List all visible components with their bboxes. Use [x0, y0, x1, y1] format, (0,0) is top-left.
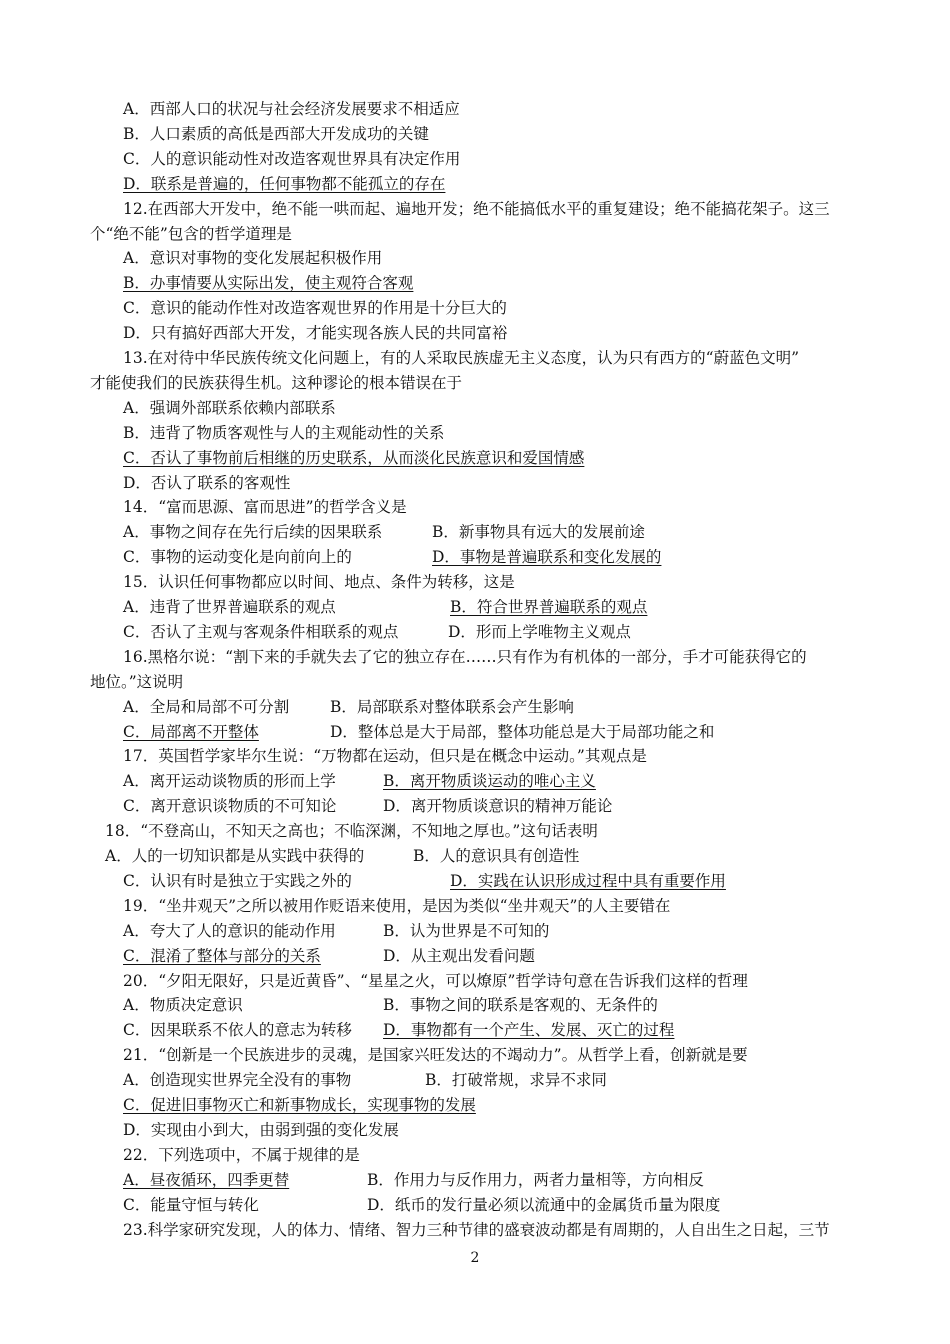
- text-line: D．联系是普遍的，任何事物都不能孤立的存在: [123, 175, 446, 193]
- text-line-option: D．整体总是大于局部，整体功能总是大于局部功能之和: [330, 723, 715, 741]
- text-line-option: B．新事物具有远大的发展前途: [432, 523, 645, 541]
- text-line-option: D．事物都有一个产生、发展、灭亡的过程: [383, 1021, 675, 1039]
- text-line: 19．“坐井观天”之所以被用作贬语来使用，是因为类似“坐井观天”的人主要错在: [123, 897, 671, 915]
- text-line: 18．“不登高山，不知天之高也；不临深渊，不知地之厚也。”这句话表明: [105, 822, 598, 840]
- text-line: A．创造现实世界完全没有的事物: [123, 1071, 352, 1089]
- text-line: D．只有搞好西部大开发，才能实现各族人民的共同富裕: [123, 324, 508, 342]
- text-line: D．否认了联系的客观性: [123, 474, 291, 492]
- text-line: 14．“富而思源、富而思进”的哲学含义是: [123, 498, 407, 516]
- text-line: 23.科学家研究发现，人的体力、情绪、智力三种节律的盛衰波动都是有周期的，人自出生之日起，三节: [123, 1221, 830, 1239]
- text-line: A．全局和局部不可分割: [123, 698, 290, 716]
- text-line: B．违背了物质客观性与人的主观能动性的关系: [123, 424, 445, 442]
- text-line-option: D．离开物质谈意识的精神万能论: [383, 797, 613, 815]
- text-line: 21．“创新是一个民族进步的灵魂，是国家兴旺发达的不竭动力”。从哲学上看，创新就是要: [123, 1046, 748, 1064]
- text-line: A．强调外部联系依赖内部联系: [123, 399, 336, 417]
- text-line-option: B．认为世界是不可知的: [383, 922, 550, 940]
- text-line: D．实现由小到大，由弱到强的变化发展: [123, 1121, 399, 1139]
- text-line-option: B．打破常规，求异不求同: [425, 1071, 607, 1089]
- text-line: C．意识的能动作性对改造客观世界的作用是十分巨大的: [123, 299, 507, 317]
- text-line-option: B．作用力与反作用力，两者力量相等，方向相反: [367, 1171, 704, 1189]
- text-line: A．人的一切知识都是从实践中获得的: [105, 847, 365, 865]
- text-line: A．西部人口的状况与社会经济发展要求不相适应: [123, 100, 460, 118]
- text-line: A．离开运动谈物质的形而上学: [123, 772, 336, 790]
- text-line-option: B．离开物质谈运动的唯心主义: [383, 772, 596, 790]
- text-line: C．混淆了整体与部分的关系: [123, 947, 321, 965]
- text-line: C．人的意识能动性对改造客观世界具有决定作用: [123, 150, 461, 168]
- text-line: 15．认识任何事物都应以时间、地点、条件为转移，这是: [123, 573, 515, 591]
- text-line-option: B．人的意识具有创造性: [413, 847, 580, 865]
- text-line: 17．英国哲学家毕尔生说：“万物都在运动，但只是在概念中运动。”其观点是: [123, 747, 647, 765]
- text-line: 地位。”这说明: [90, 673, 184, 691]
- text-line: 个“绝不能”包含的哲学道理是: [90, 225, 292, 243]
- text-line: 才能使我们的民族获得生机。这种谬论的根本错误在于: [90, 374, 463, 392]
- text-line: A．昼夜循环，四季更替: [123, 1171, 290, 1189]
- text-line: C．事物的运动变化是向前向上的: [123, 548, 352, 566]
- text-line: C．促进旧事物灭亡和新事物成长，实现事物的发展: [123, 1096, 476, 1114]
- text-line: A．事物之间存在先行后续的因果联系: [123, 523, 383, 541]
- text-line: B．人口素质的高低是西部大开发成功的关键: [123, 125, 429, 143]
- text-line-option: D．实践在认识形成过程中具有重要作用: [450, 872, 726, 890]
- text-line-option: D．事物是普遍联系和变化发展的: [432, 548, 662, 566]
- text-line: 22．下列选项中，不属于规律的是: [123, 1146, 360, 1164]
- text-line: A．夸大了人的意识的能动作用: [123, 922, 336, 940]
- text-line: C．局部离不开整体: [123, 723, 259, 741]
- text-line: A．违背了世界普遍联系的观点: [123, 598, 336, 616]
- text-line-option: D．纸币的发行量必须以流通中的金属货币量为限度: [367, 1196, 721, 1214]
- text-line: C．认识有时是独立于实践之外的: [123, 872, 352, 890]
- text-line: C．否认了事物前后相继的历史联系，从而淡化民族意识和爱国情感: [123, 449, 585, 467]
- text-line: A．物质决定意识: [123, 996, 243, 1014]
- text-line: C．能量守恒与转化: [123, 1196, 259, 1214]
- text-line: C．否认了主观与客观条件相联系的观点: [123, 623, 399, 641]
- text-line: B．办事情要从实际出发，使主观符合客观: [123, 274, 414, 292]
- text-line: A．意识对事物的变化发展起积极作用: [123, 249, 383, 267]
- text-line-option: B．局部联系对整体联系会产生影响: [330, 698, 574, 716]
- text-line: C．离开意识谈物质的不可知论: [123, 797, 337, 815]
- text-line: C．因果联系不依人的意志为转移: [123, 1021, 352, 1039]
- text-line: 13.在对待中华民族传统文化问题上，有的人采取民族虚无主义态度，认为只有西方的“蔚蓝色文明”: [123, 349, 800, 367]
- text-line: 12.在西部大开发中，绝不能一哄而起、遍地开发；绝不能搞低水平的重复建设；绝不能搞花架子。这三: [123, 200, 830, 218]
- page-number: 2: [470, 1250, 480, 1266]
- text-line: 16.黑格尔说：“割下来的手就失去了它的独立存在……只有作为有机体的一部分，手才可能获得它的: [123, 648, 807, 666]
- text-line-option: B．符合世界普遍联系的观点: [450, 598, 648, 616]
- text-line-option: D．形而上学唯物主义观点: [448, 623, 631, 641]
- text-line-option: D．从主观出发看问题: [383, 947, 535, 965]
- text-line-option: B．事物之间的联系是客观的、无条件的: [383, 996, 658, 1014]
- text-line: 20．“夕阳无限好，只是近黄昏”、“星星之火，可以燎原”哲学诗句意在告诉我们这样的哲理: [123, 972, 748, 990]
